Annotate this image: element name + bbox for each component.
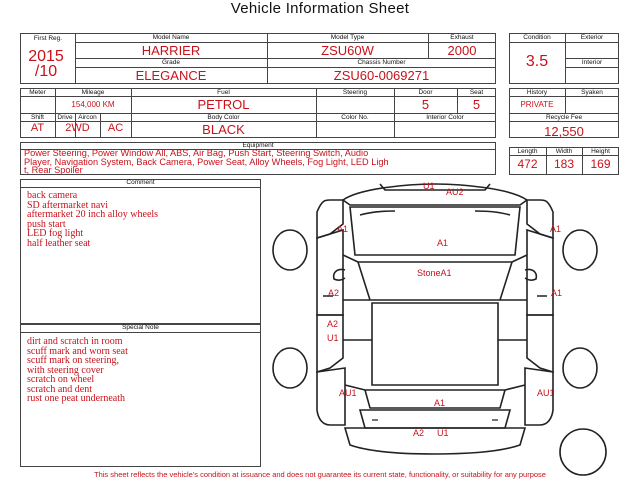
rear-right-wheel: [563, 348, 597, 388]
syaken-label: Syaken: [581, 89, 603, 96]
first-reg-month: /10: [34, 63, 58, 80]
first-reg-label: First Reg.: [33, 35, 63, 42]
mark-left-rear-door: A2: [327, 319, 339, 329]
grade-value: ELEGANCE: [135, 68, 207, 83]
special-note-item: scratch on wheel: [27, 374, 95, 385]
interior-label: Interior: [581, 59, 603, 66]
right-mirror: [525, 269, 536, 280]
model-name-label: Model Name: [152, 34, 190, 41]
equipment-label: Equipment: [242, 142, 274, 149]
special-note-item: scuff mark on steering,: [27, 355, 120, 366]
mark-left-rear-quarter: AU1: [339, 388, 357, 398]
fuel-label: Fuel: [217, 89, 230, 96]
exterior-label: Exterior: [580, 34, 604, 41]
special-note-item: with steering cover: [27, 364, 104, 376]
mileage-value: 154,000 KM: [71, 100, 115, 109]
length-value: 472: [517, 157, 538, 171]
hood: [350, 207, 520, 255]
recycle-fee-value: 12,550: [544, 124, 584, 139]
drive-label: Drive: [57, 114, 73, 121]
comment-item: half leather seat: [27, 237, 91, 249]
exhaust-label: Exhaust: [450, 34, 474, 41]
front-right-wheel: [563, 230, 597, 270]
special-note-item: scuff mark and worn seat: [27, 345, 128, 357]
shift-label: Shift: [30, 114, 44, 121]
body-color-value: BLACK: [202, 122, 245, 137]
mark-left-rear-door-2: U1: [327, 333, 339, 343]
disclaimer-footer: This sheet reflects the vehicle's condition at issuance and does not guarantee its current state, functionality, or suitability for any purpose: [94, 470, 546, 479]
shift-value: AT: [30, 122, 45, 134]
mileage-label: Mileage: [81, 89, 105, 96]
equipment-line: Power Steering, Power Window All, ABS, Air Bag, Push Start, Steering Switch, Audio: [24, 148, 369, 158]
width-value: 183: [553, 157, 575, 171]
aircon-label: Aircon: [78, 114, 97, 121]
model-type-value: ZSU60W: [321, 43, 374, 58]
mark-front-bumper: AU2: [446, 187, 464, 197]
mark-left-front-fender: A1: [337, 224, 349, 234]
front-bumper: [343, 184, 527, 205]
door-value: 5: [421, 97, 430, 112]
history-label: History: [526, 89, 548, 96]
mark-right-front-fender: A1: [550, 224, 562, 234]
rear-bumper: [345, 428, 525, 454]
history-value: PRIVATE: [520, 100, 554, 109]
chassis-number-value: ZSU60-0069271: [333, 68, 430, 83]
special-note-item: rust one peat underneath: [27, 393, 126, 404]
special-note-item: dirt and scratch in room: [27, 336, 123, 347]
height-label: Height: [591, 148, 610, 155]
door-label: Door: [418, 89, 433, 96]
sheet-title: Vehicle Information Sheet: [230, 0, 410, 17]
mark-front-top: U1: [423, 181, 435, 191]
condition-label: Condition: [523, 34, 551, 41]
condition-value: 3.5: [525, 53, 549, 70]
roof: [372, 303, 498, 385]
grade-label: Grade: [161, 59, 181, 66]
exhaust-value: 2000: [447, 43, 477, 58]
model-name-value: HARRIER: [141, 43, 201, 58]
special-note-label: Special Note: [122, 324, 159, 331]
model-type-label: Model Type: [330, 34, 365, 41]
width-label: Width: [555, 148, 573, 155]
special-note-list: [27, 337, 128, 404]
seat-value: 5: [472, 97, 481, 112]
mark-right-rear-quarter: AU1: [537, 388, 555, 398]
first-reg-year: 2015: [28, 48, 64, 65]
comment-list: [27, 191, 158, 248]
equipment-text: [24, 149, 494, 175]
aircon-value: AC: [107, 122, 124, 134]
tailgate: [360, 410, 510, 428]
fuel-value: PETROL: [197, 97, 250, 112]
mark-roof-rear: A1: [434, 398, 446, 408]
left-mirror: [334, 269, 345, 280]
height-value: 169: [590, 157, 611, 171]
drive-value: 2WD: [65, 122, 90, 134]
spare-wheel: [560, 429, 606, 475]
comment-item: LED fog light: [27, 228, 84, 239]
front-left-wheel: [273, 230, 307, 270]
length-label: Length: [517, 148, 538, 155]
equipment-line: Player, Navigation System, Back Camera, Power Seat, Alloy Wheels, Fog Light, LED Ligh: [24, 156, 389, 167]
comment-item: push start: [27, 218, 66, 230]
mark-right-front-door: A1: [551, 288, 563, 298]
mark-rear-bumper: A2: [413, 428, 425, 438]
mark-left-front-door: A2: [328, 288, 340, 298]
meter-label: Meter: [29, 89, 46, 96]
color-no-label: Color No.: [341, 114, 369, 121]
comment-item: aftermarket 20 inch alloy wheels: [27, 209, 159, 220]
chassis-number-label: Chassis Number: [357, 59, 406, 66]
comment-item: SD aftermarket navi: [27, 199, 109, 211]
mark-hood: A1: [437, 238, 449, 248]
comment-item: back camera: [27, 190, 78, 201]
steering-label: Steering: [342, 89, 368, 96]
rear-left-wheel: [273, 348, 307, 388]
seat-label: Seat: [469, 89, 484, 96]
equipment-line: t, Rear Spoiler: [24, 165, 83, 176]
special-note-item: scratch and dent: [27, 383, 92, 395]
recycle-fee-label: Recycle Fee: [545, 114, 583, 121]
body-color-label: Body Color: [207, 114, 240, 121]
mark-windshield: StoneA1: [417, 268, 452, 278]
comment-label: Comment: [126, 179, 155, 186]
interior-color-label: Interior Color: [426, 114, 464, 121]
mark-rear-bumper-2: U1: [437, 428, 449, 438]
